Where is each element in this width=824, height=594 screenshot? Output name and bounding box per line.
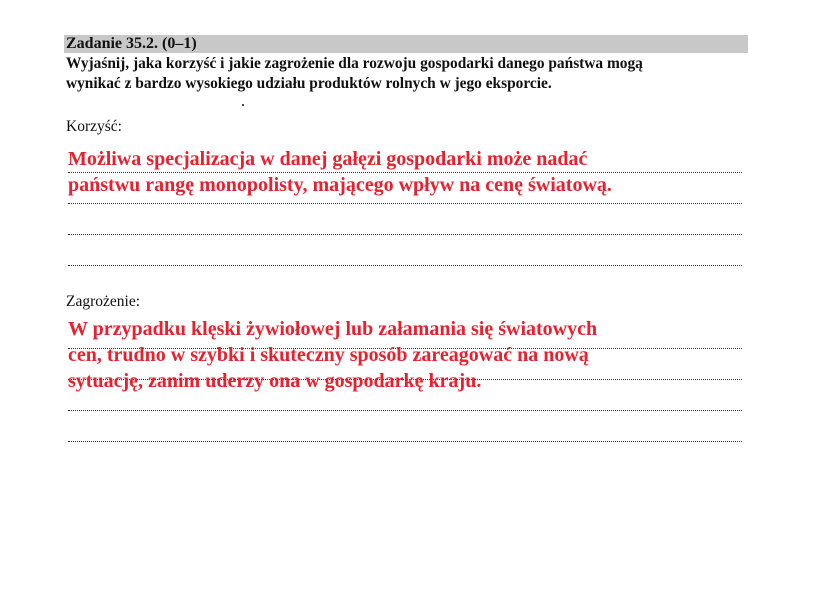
stray-dot-mark (242, 104, 244, 106)
task-title: Zadanie 35.2. (0–1) (66, 35, 197, 52)
benefit-answer-line-2 (68, 203, 742, 204)
task-question (66, 54, 756, 94)
benefit-answer-line: państwu rangę monopolisty, mającego wpływ na cenę światową. (68, 174, 612, 196)
threat-answer-text (68, 316, 597, 394)
threat-answer-line-4 (68, 441, 742, 442)
benefit-answer-line-4 (68, 265, 742, 266)
benefit-answer-line: Możliwa specjalizacja w danej gałęzi gospodarki może nadać (68, 148, 588, 170)
question-line: Wyjaśnij, jaka korzyść i jakie zagrożenie dla rozwoju gospodarki danego państwa mogą (66, 55, 643, 72)
benefit-label: Korzyść: (66, 118, 122, 135)
question-line: wynikać z bardzo wysokiego udziału produktów rolnych w jego eksporcie. (66, 75, 552, 92)
task-header-band (64, 35, 748, 53)
benefit-answer-text (68, 146, 612, 198)
threat-answer-line: cen, trudno w szybki i skuteczny sposób zareagować na nową (68, 344, 589, 366)
threat-label: Zagrożenie: (66, 293, 141, 310)
threat-answer-line: sytuację, zanim uderzy ona w gospodarkę kraju. (68, 370, 482, 392)
benefit-answer-line-3 (68, 234, 742, 235)
threat-answer-line-3 (68, 410, 742, 411)
threat-answer-line: W przypadku klęski żywiołowej lub załamania się światowych (68, 318, 598, 340)
